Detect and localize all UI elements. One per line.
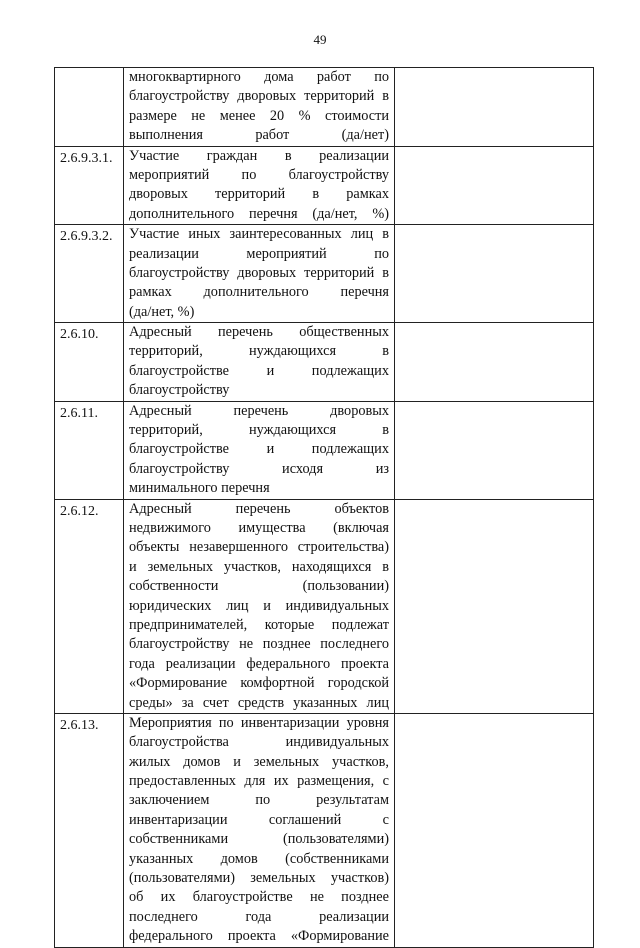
- row-description: [124, 225, 395, 323]
- description-line: указанных домов (собственниками: [129, 850, 389, 867]
- description-line: жилых домов и земельных участков,: [129, 753, 389, 770]
- row-description: [124, 499, 395, 713]
- description-line: предоставленных для их размещения, с: [129, 773, 389, 790]
- description-line: благоустройства индивидуальных: [129, 734, 389, 751]
- description-line: (да/нет, %): [129, 303, 195, 320]
- row-empty-cell: [395, 146, 594, 225]
- row-number: 2.6.9.3.2.: [55, 225, 124, 323]
- description-line: среды» за счет средств указанных лиц: [129, 694, 389, 711]
- description-line: юридических лиц и индивидуальных: [129, 597, 389, 614]
- row-description: [124, 401, 395, 499]
- indicators-table: [54, 67, 594, 948]
- description-line: благоустройству дворовых территорий в: [129, 264, 389, 281]
- table-row: [55, 68, 594, 147]
- table-row: [55, 323, 594, 402]
- table-row: [55, 146, 594, 225]
- description-line: рамках дополнительного перечня: [129, 284, 389, 301]
- row-number: 2.6.10.: [55, 323, 124, 402]
- description-line: «Формирование комфортной городской: [129, 675, 389, 692]
- table-row: [55, 713, 594, 947]
- description-line: благоустройстве и подлежащих: [129, 441, 389, 458]
- description-line: Адресный перечень дворовых: [129, 402, 389, 419]
- row-number: [55, 68, 124, 147]
- row-empty-cell: [395, 323, 594, 402]
- table-row: [55, 225, 594, 323]
- description-line: заключением по результатам: [129, 792, 389, 809]
- row-empty-cell: [395, 713, 594, 947]
- description-line: Адресный перечень общественных: [129, 324, 389, 341]
- description-line: реализации мероприятий по: [129, 245, 389, 262]
- description-line: Мероприятия по инвентаризации уровня: [129, 714, 389, 731]
- description-line: мероприятий по благоустройству: [129, 166, 389, 183]
- description-line: благоустройству не позднее последнего: [129, 636, 389, 653]
- description-line: дополнительного перечня (да/нет, %): [129, 205, 389, 222]
- description-line: размере не менее 20 % стоимости: [129, 107, 389, 124]
- row-empty-cell: [395, 499, 594, 713]
- row-number: 2.6.11.: [55, 401, 124, 499]
- table-body: [55, 68, 594, 948]
- description-line: предпринимателей, которые подлежат: [129, 616, 389, 633]
- description-line: об их благоустройстве не позднее: [129, 889, 389, 906]
- page-number: 49: [313, 32, 327, 47]
- row-description: [124, 146, 395, 225]
- description-line: благоустройству: [129, 382, 230, 399]
- description-line: дворовых территорий в рамках: [129, 186, 389, 203]
- description-line: выполнения работ (да/нет): [129, 127, 389, 144]
- description-line: (пользователями) земельных участков): [129, 870, 389, 887]
- description-line: года реализации федерального проекта: [129, 655, 389, 672]
- row-description: [124, 68, 395, 147]
- description-line: объекты незавершенного строительства): [129, 539, 389, 556]
- row-number: 2.6.9.3.1.: [55, 146, 124, 225]
- table-row: [55, 499, 594, 713]
- description-line: Участие иных заинтересованных лиц в: [129, 226, 389, 243]
- row-description: [124, 323, 395, 402]
- row-number: 2.6.12.: [55, 499, 124, 713]
- description-line: Адресный перечень объектов: [129, 500, 389, 517]
- row-empty-cell: [395, 225, 594, 323]
- table-row: [55, 401, 594, 499]
- description-line: недвижимого имущества (включая: [129, 519, 389, 536]
- row-empty-cell: [395, 68, 594, 147]
- description-line: последнего года реализации: [129, 908, 389, 925]
- description-line: федерального проекта «Формирование: [129, 928, 389, 945]
- row-description: [124, 713, 395, 947]
- description-line: собственности (пользовании): [129, 578, 389, 595]
- description-line: Участие граждан в реализации: [129, 147, 389, 164]
- description-line: благоустройстве и подлежащих: [129, 362, 389, 379]
- description-line: многоквартирного дома работ по: [129, 69, 389, 85]
- row-number: 2.6.13.: [55, 713, 124, 947]
- description-line: минимального перечня: [129, 480, 270, 497]
- description-line: благоустройству исходя из: [129, 460, 389, 477]
- description-line: инвентаризации соглашений с: [129, 811, 389, 828]
- row-empty-cell: [395, 401, 594, 499]
- description-line: и земельных участков, находящихся в: [129, 558, 389, 575]
- description-line: собственниками (пользователями): [129, 831, 389, 848]
- description-line: территорий, нуждающихся в: [129, 343, 389, 360]
- description-line: благоустройству дворовых территорий в: [129, 88, 389, 105]
- description-line: территорий, нуждающихся в: [129, 422, 389, 439]
